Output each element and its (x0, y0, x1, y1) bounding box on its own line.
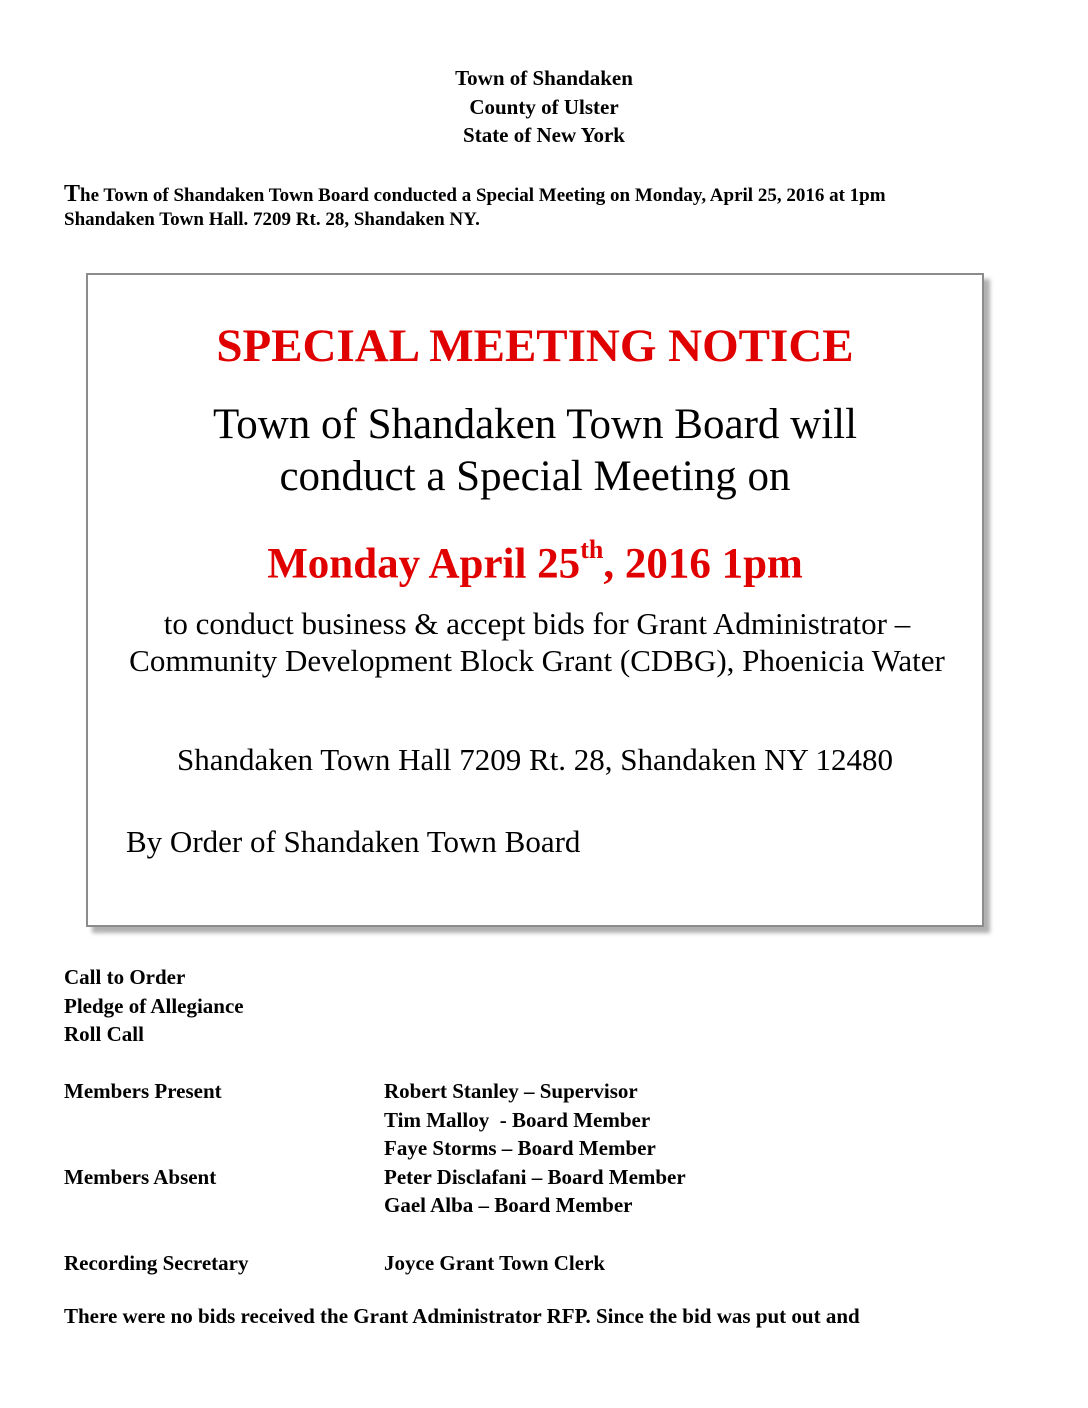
roster-spacer (64, 1191, 384, 1220)
notice-signoff: By Order of Shandaken Town Board (126, 824, 581, 859)
recording-secretary-label: Recording Secretary (64, 1251, 249, 1275)
members-present-label: Members Present (64, 1079, 222, 1103)
notice-lead (88, 399, 982, 503)
members-absent-label: Members Absent (64, 1164, 217, 1189)
secretary-row (64, 1249, 605, 1278)
member-absent: Peter Disclafani – Board Member (384, 1164, 686, 1189)
header-state: State of New York (463, 123, 625, 147)
header-town: Town of Shandaken (455, 66, 633, 90)
notice-date-ordinal: th (580, 535, 604, 564)
document-header (0, 64, 1088, 150)
member-present: Robert Stanley – Supervisor (384, 1079, 638, 1103)
roster-row (64, 1106, 686, 1135)
intro-line-2: Shandaken Town Hall. 7209 Rt. 28, Shandaken NY. (64, 209, 480, 230)
member-present: Faye Storms – Board Member (384, 1136, 656, 1161)
agenda-item-roll-call: Roll Call (64, 1022, 144, 1047)
notice-date-main: Monday April 25 (267, 540, 581, 588)
roster-row (64, 1191, 686, 1220)
intro-line-1-text: he Town of Shandaken Town Board conducted a Special Meeting on Monday, April 25, 2016 at 1pm (80, 185, 886, 206)
notice-location: Shandaken Town Hall 7209 Rt. 28, Shandaken NY 12480 (177, 742, 893, 777)
header-county: County of Ulster (469, 94, 619, 119)
notice-date (88, 528, 982, 590)
intro-line-1 (64, 182, 1054, 208)
notice-date-year-time: , 2016 1pm (603, 540, 803, 588)
attendance-roster (64, 1077, 686, 1220)
roster-row (64, 1163, 686, 1192)
intro-paragraph (64, 182, 1054, 232)
member-present: Tim Malloy - Board Member (384, 1107, 651, 1132)
agenda-item-pledge: Pledge of Allegiance (64, 993, 244, 1018)
roster-row (64, 1134, 686, 1163)
notice-lead-line-1: Town of Shandaken Town Board will (212, 401, 858, 448)
member-absent: Gael Alba – Board Member (384, 1193, 633, 1218)
closing-paragraph: There were no bids received the Grant Administrator RFP. Since the bid was put out and (64, 1304, 860, 1328)
roster-spacer (64, 1134, 384, 1163)
special-meeting-notice-box (86, 273, 984, 927)
recording-secretary-row (64, 1249, 605, 1278)
notice-lead-line-2: conduct a Special Meeting on (279, 453, 791, 500)
recording-secretary-name: Joyce Grant Town Clerk (384, 1251, 606, 1275)
notice-purpose: to conduct business & accept bids for Grant Administrator – Community Development Block Grant (CDBG), Phoenicia Water (129, 606, 945, 678)
agenda-list (64, 963, 244, 1049)
intro-first-letter: T (64, 181, 81, 207)
roster-row (64, 1077, 686, 1106)
notice-title: SPECIAL MEETING NOTICE (216, 320, 854, 372)
agenda-item-call-to-order: Call to Order (64, 965, 186, 989)
roster-spacer (64, 1106, 384, 1135)
